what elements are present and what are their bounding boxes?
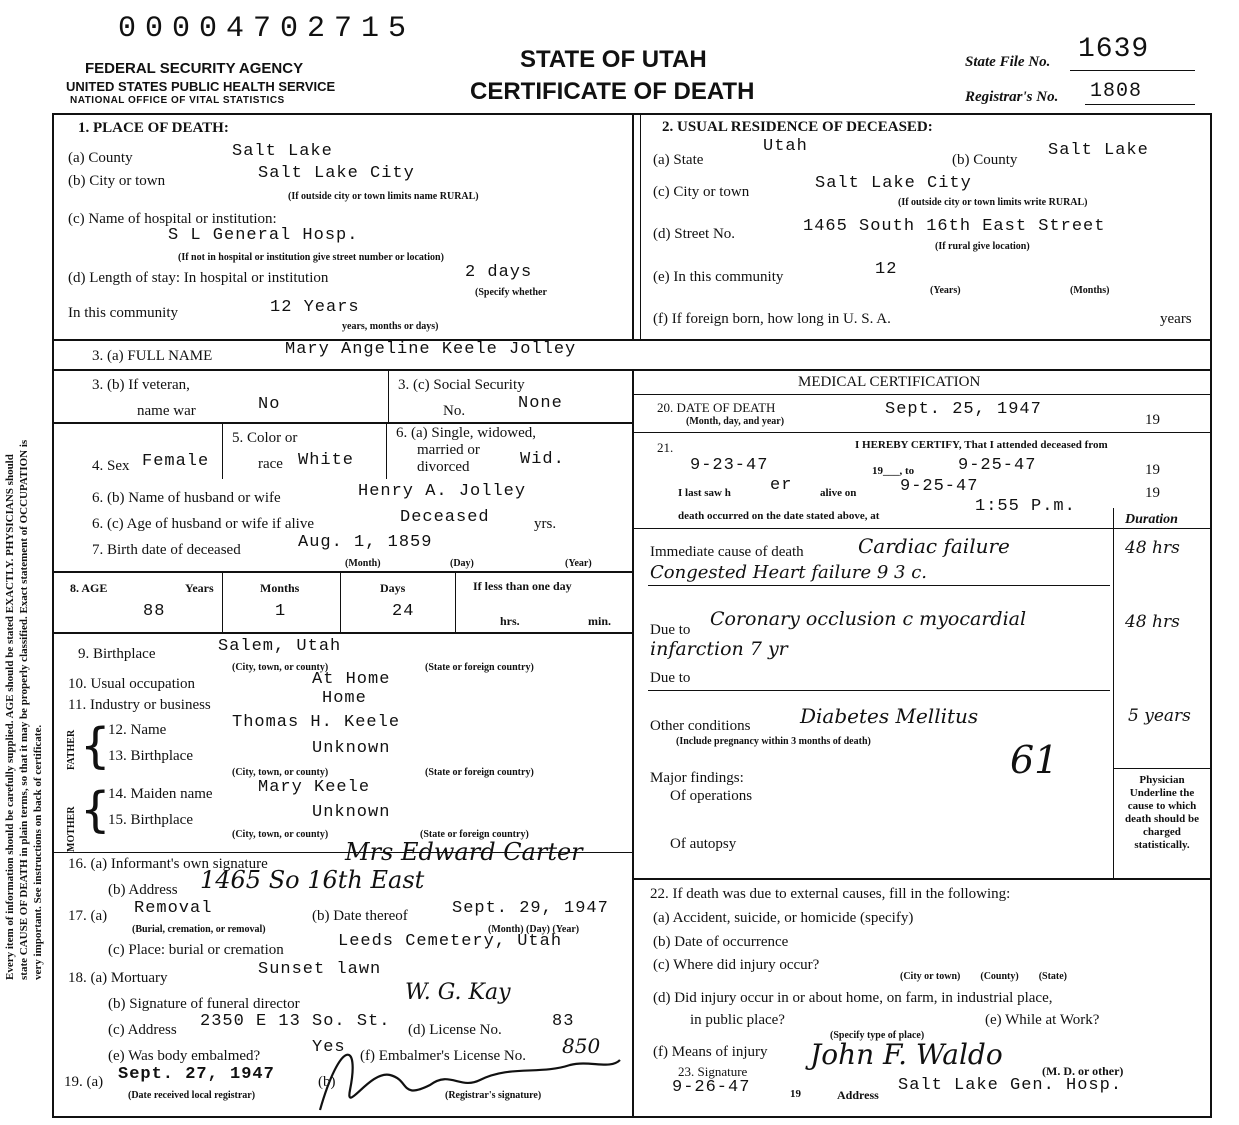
birthplace-label: 9. Birthplace	[78, 646, 156, 662]
other-conditions-label: Other conditions	[650, 718, 751, 734]
margin-instruction-3: very important. See instructions on back of certificate.	[32, 724, 44, 980]
other-duration: 5 years	[1128, 706, 1191, 726]
embalmer-license: 850	[562, 1034, 601, 1058]
ss-label: 3. (c) Social Security	[398, 377, 525, 393]
age-min: min.	[588, 614, 612, 628]
major-findings-label: Major findings:	[650, 770, 744, 786]
agency-line-2: UNITED STATES PUBLIC HEALTH SERVICE	[66, 79, 336, 94]
res-city: Salt Lake City	[815, 174, 972, 193]
veteran-war-label: name war	[137, 403, 196, 419]
external-b: (b) Date of occurrence	[653, 934, 789, 950]
res-city-label: (c) City or town	[653, 184, 750, 200]
attended-from: 9-23-47	[690, 456, 769, 475]
spouse: Henry A. Jolley	[358, 482, 527, 501]
race-label: race	[258, 456, 283, 472]
death-date-19: 19	[1145, 412, 1160, 428]
medical-heading: MEDICAL CERTIFICATION	[798, 374, 981, 390]
spouse-age-unit: yrs.	[534, 516, 557, 532]
mother-birthplace: Unknown	[312, 803, 391, 822]
death-city-note: (If outside city or town limits name RURAL)	[288, 191, 479, 202]
hospital: S L General Hosp.	[168, 226, 359, 245]
death-county: Salt Lake	[232, 142, 333, 161]
full-name: Mary Angeline Keele Jolley	[285, 340, 577, 359]
place-of-death-heading: 1. PLACE OF DEATH:	[78, 120, 229, 136]
registrar-sig-label: (b)	[318, 1074, 336, 1090]
age-months-header: Months	[260, 581, 300, 595]
alive-on: 9-25-47	[900, 477, 979, 496]
mother-birthplace-label: 15. Birthplace	[108, 812, 193, 828]
embalmed: Yes	[312, 1038, 346, 1057]
father-birthplace: Unknown	[312, 739, 391, 758]
res-community: 12	[875, 260, 898, 279]
state-file-label: State File No.	[965, 54, 1051, 70]
death-community-note: years, months or days)	[342, 321, 439, 332]
due-to-1-label: Due to	[650, 622, 691, 638]
received-label: 19. (a)	[64, 1074, 104, 1090]
res-months-label: (Months)	[1070, 285, 1110, 296]
birth-day-label: (Day)	[450, 558, 474, 569]
marital-label-1: 6. (a) Single, widowed,	[396, 425, 536, 441]
serial-number: 00004702715	[118, 12, 416, 46]
attended-to-label: 19___, to	[872, 465, 915, 477]
mother-place-note-2: (State or foreign country)	[420, 829, 529, 840]
registrar-sig-note: (Registrar's signature)	[445, 1090, 542, 1101]
occupation: At Home	[312, 670, 391, 689]
burial-place: Leeds Cemetery, Utah	[338, 932, 563, 951]
father-side-label: FATHER	[66, 729, 77, 770]
alive-on-19: 19	[1145, 485, 1160, 501]
license: 83	[552, 1012, 575, 1031]
age-days: 24	[392, 602, 415, 621]
age-less-day-header: If less than one day	[473, 579, 572, 593]
father-name-label: 12. Name	[108, 722, 167, 738]
immediate-cause-2: Congested Heart failure 9 3 c.	[650, 562, 928, 583]
physician-note: Physician Underline the cause to which death should be charged statistically.	[1125, 774, 1199, 851]
received-note: (Date received local registrar)	[128, 1090, 256, 1101]
external-d-note: (Specify type of place)	[830, 1030, 925, 1041]
immediate-cause: Cardiac failure	[858, 534, 1010, 558]
removal-label: 17. (a)	[68, 908, 108, 924]
birth-date-label: 7. Birth date of deceased	[92, 542, 241, 558]
res-city-note: (If outside city or town limits write RURAL)	[898, 197, 1088, 208]
stay-length: 2 days	[465, 263, 533, 282]
ss-no-label: No.	[443, 403, 466, 419]
death-community: 12 Years	[270, 298, 360, 317]
registrar-label: Registrar's No.	[965, 89, 1059, 105]
hospital-label: (c) Name of hospital or institution:	[68, 211, 277, 227]
social-security: None	[518, 394, 563, 413]
res-street: 1465 South 16th East Street	[803, 217, 1106, 236]
age-years-header: Years	[185, 581, 214, 595]
removal-date: Sept. 29, 1947	[452, 899, 609, 918]
funeral-director-label: (b) Signature of funeral director	[108, 996, 300, 1012]
attended-19: 19	[1145, 462, 1160, 478]
removal-note: (Burial, cremation, or removal)	[132, 924, 266, 935]
death-community-label: In this community	[68, 305, 178, 321]
age-label: 8. AGE	[70, 581, 108, 595]
death-city: Salt Lake City	[258, 164, 415, 183]
spouse-age-label: 6. (c) Age of husband or wife if alive	[92, 516, 315, 532]
full-name-label: 3. (a) FULL NAME	[92, 348, 213, 364]
birth-date: Aug. 1, 1859	[298, 533, 433, 552]
death-date-note: (Month, day, and year)	[686, 416, 785, 427]
spouse-age: Deceased	[400, 508, 490, 527]
res-street-note: (If rural give location)	[935, 241, 1030, 252]
removal: Removal	[134, 899, 213, 918]
father-place-note-2: (State or foreign country)	[425, 767, 534, 778]
last-saw-suffix: er	[770, 476, 793, 495]
removal-date-note: (Month) (Day) (Year)	[488, 924, 580, 935]
informant-address-label: (b) Address	[108, 882, 178, 898]
margin-instruction-1: Every item of information should be carefully supplied. AGE should be stated EXACTLY. PHYSICIANS should	[4, 454, 16, 980]
hospital-note: (If not in hospital or institution give street number or location)	[178, 252, 444, 263]
mother-side-label: MOTHER	[66, 806, 77, 852]
certify-number: 21.	[657, 440, 674, 455]
other-conditions-note: (Include pregnancy within 3 months of death)	[676, 736, 871, 747]
industry: Home	[322, 689, 367, 708]
license-label: (d) License No.	[408, 1022, 502, 1038]
registrar-signature	[310, 1030, 630, 1120]
mortuary-address-label: (c) Address	[108, 1022, 177, 1038]
burial-place-label: (c) Place: burial or cremation	[108, 942, 284, 958]
embalmer-label: (f) Embalmer's License No.	[360, 1048, 526, 1064]
marital-label-2: married or	[417, 442, 480, 458]
form-title: CERTIFICATE OF DEATH	[470, 78, 755, 105]
father-name: Thomas H. Keele	[232, 713, 401, 732]
due-to-2-label: Due to	[650, 670, 691, 686]
physician-address: Salt Lake Gen. Hosp.	[898, 1076, 1123, 1095]
removal-date-label: (b) Date thereof	[312, 908, 408, 924]
external-a: (a) Accident, suicide, or homicide (specify)	[653, 910, 914, 926]
veteran-label: 3. (b) If veteran,	[92, 377, 190, 393]
res-street-label: (d) Street No.	[653, 226, 736, 242]
res-state-label: (a) State	[653, 152, 704, 168]
residence-heading: 2. USUAL RESIDENCE OF DECEASED:	[662, 119, 933, 135]
due-to-1b: infarction 7 yr	[650, 638, 788, 660]
agency-line-1: FEDERAL SECURITY AGENCY	[85, 60, 304, 77]
father-brace: {	[80, 718, 111, 774]
res-years-label: (Years)	[930, 285, 961, 296]
industry-label: 11. Industry or business	[68, 697, 211, 713]
physician-sig-date: 9-26-47	[672, 1078, 751, 1097]
physician-sig-19: 19	[790, 1088, 801, 1100]
funeral-director-signature: W. G. Kay	[405, 980, 511, 1005]
marital-status: Wid.	[520, 450, 565, 469]
attended-to: 9-25-47	[958, 456, 1037, 475]
cause-code: 61	[1010, 738, 1059, 782]
state-file-number: 1639	[1078, 34, 1150, 65]
embalmed-label: (e) Was body embalmed?	[108, 1048, 261, 1064]
due-to-1: Coronary occlusion c myocardial	[710, 608, 1027, 630]
death-city-label: (b) City or town	[68, 173, 166, 189]
birth-year-label: (Year)	[565, 558, 592, 569]
res-county-label: (b) County	[952, 152, 1018, 168]
alive-on-label: alive on	[820, 487, 857, 499]
operations-label: Of operations	[670, 788, 753, 804]
spouse-label: 6. (b) Name of husband or wife	[92, 490, 281, 506]
father-birthplace-label: 13. Birthplace	[108, 748, 193, 764]
sex: Female	[142, 452, 210, 471]
birth-month-label: (Month)	[345, 558, 381, 569]
mortuary-label: 18. (a) Mortuary	[68, 970, 168, 986]
occurred-label: death occurred on the date stated above, at	[678, 510, 880, 522]
last-saw-label: I last saw h	[678, 487, 731, 499]
physician-md: (M. D. or other)	[1042, 1064, 1124, 1078]
age-days-header: Days	[380, 581, 406, 595]
age-years: 88	[143, 602, 166, 621]
mother-brace: {	[80, 782, 111, 838]
external-c: (c) Where did injury occur?	[653, 957, 820, 973]
color-label: 5. Color or	[232, 430, 298, 446]
birthplace: Salem, Utah	[218, 637, 342, 656]
certify-text: I HEREBY CERTIFY, That I attended deceased from	[855, 439, 1108, 451]
margin-instruction-2: state CAUSE OF DEATH in plain terms, so that it may be properly classified. Exact statement of OCCUPATION is	[18, 439, 30, 980]
duration-header: Duration	[1125, 512, 1178, 527]
birthplace-note-2: (State or foreign country)	[425, 662, 534, 673]
immediate-duration: 48 hrs	[1125, 538, 1180, 558]
physician-signature: John F. Waldo	[810, 1038, 1003, 1071]
stay-label: (d) Length of stay: In hospital or institution	[68, 270, 329, 286]
age-hrs: hrs.	[500, 614, 520, 628]
external-e: (e) While at Work?	[985, 1012, 1100, 1028]
external-heading: 22. If death was due to external causes, fill in the following:	[650, 886, 1011, 902]
informant-signature: Mrs Edward Carter	[345, 838, 583, 866]
veteran: No	[258, 395, 281, 414]
mother-name-label: 14. Maiden name	[108, 786, 213, 802]
agency-line-3: NATIONAL OFFICE OF VITAL STATISTICS	[70, 95, 285, 106]
death-date-label: 20. DATE OF DEATH	[657, 400, 776, 415]
physician-sig-label: 23. Signature	[678, 1064, 748, 1079]
autopsy-label: Of autopsy	[670, 836, 737, 852]
age-months: 1	[275, 602, 287, 621]
external-f: (f) Means of injury	[653, 1044, 768, 1060]
father-place-note-1: (City, town, or county)	[232, 767, 329, 778]
informant-address: 1465 So 16th East	[200, 866, 425, 894]
stay-note: (Specify whether	[475, 287, 547, 298]
death-county-label: (a) County	[68, 150, 133, 166]
due-to-1-duration: 48 hrs	[1125, 612, 1180, 632]
received-date: Sept. 27, 1947	[118, 1065, 275, 1084]
immediate-cause-label: Immediate cause of death	[650, 544, 804, 560]
res-state: Utah	[763, 137, 808, 156]
informant-sig-label: 16. (a) Informant's own signature	[68, 856, 268, 872]
physician-address-label: Address	[837, 1088, 879, 1102]
res-foreign-label: (f) If foreign born, how long in U. S. A.	[653, 311, 891, 327]
marital-label-3: divorced	[417, 459, 470, 475]
registrar-number: 1808	[1090, 80, 1143, 103]
mortuary-address: 2350 E 13 So. St.	[200, 1012, 391, 1031]
death-date: Sept. 25, 1947	[885, 400, 1042, 419]
res-community-label: (e) In this community	[653, 269, 784, 285]
mortuary: Sunset lawn	[258, 960, 382, 979]
race: White	[298, 451, 355, 470]
death-time: 1:55 P.m.	[975, 497, 1076, 516]
birthplace-note-1: (City, town, or county)	[232, 662, 329, 673]
res-foreign-years: years	[1160, 311, 1192, 327]
res-county: Salt Lake	[1048, 141, 1149, 160]
external-d1: (d) Did injury occur in or about home, on farm, in industrial place,	[653, 990, 1053, 1006]
sex-label: 4. Sex	[92, 458, 130, 474]
occupation-label: 10. Usual occupation	[68, 676, 196, 692]
mother-name: Mary Keele	[258, 778, 371, 797]
mother-place-note-1: (City, town, or county)	[232, 829, 329, 840]
external-c-note: (City or town) (County) (State)	[900, 971, 1068, 982]
external-d2: in public place?	[690, 1012, 785, 1028]
form-title-state: STATE OF UTAH	[520, 46, 707, 73]
other-conditions: Diabetes Mellitus	[800, 704, 979, 728]
